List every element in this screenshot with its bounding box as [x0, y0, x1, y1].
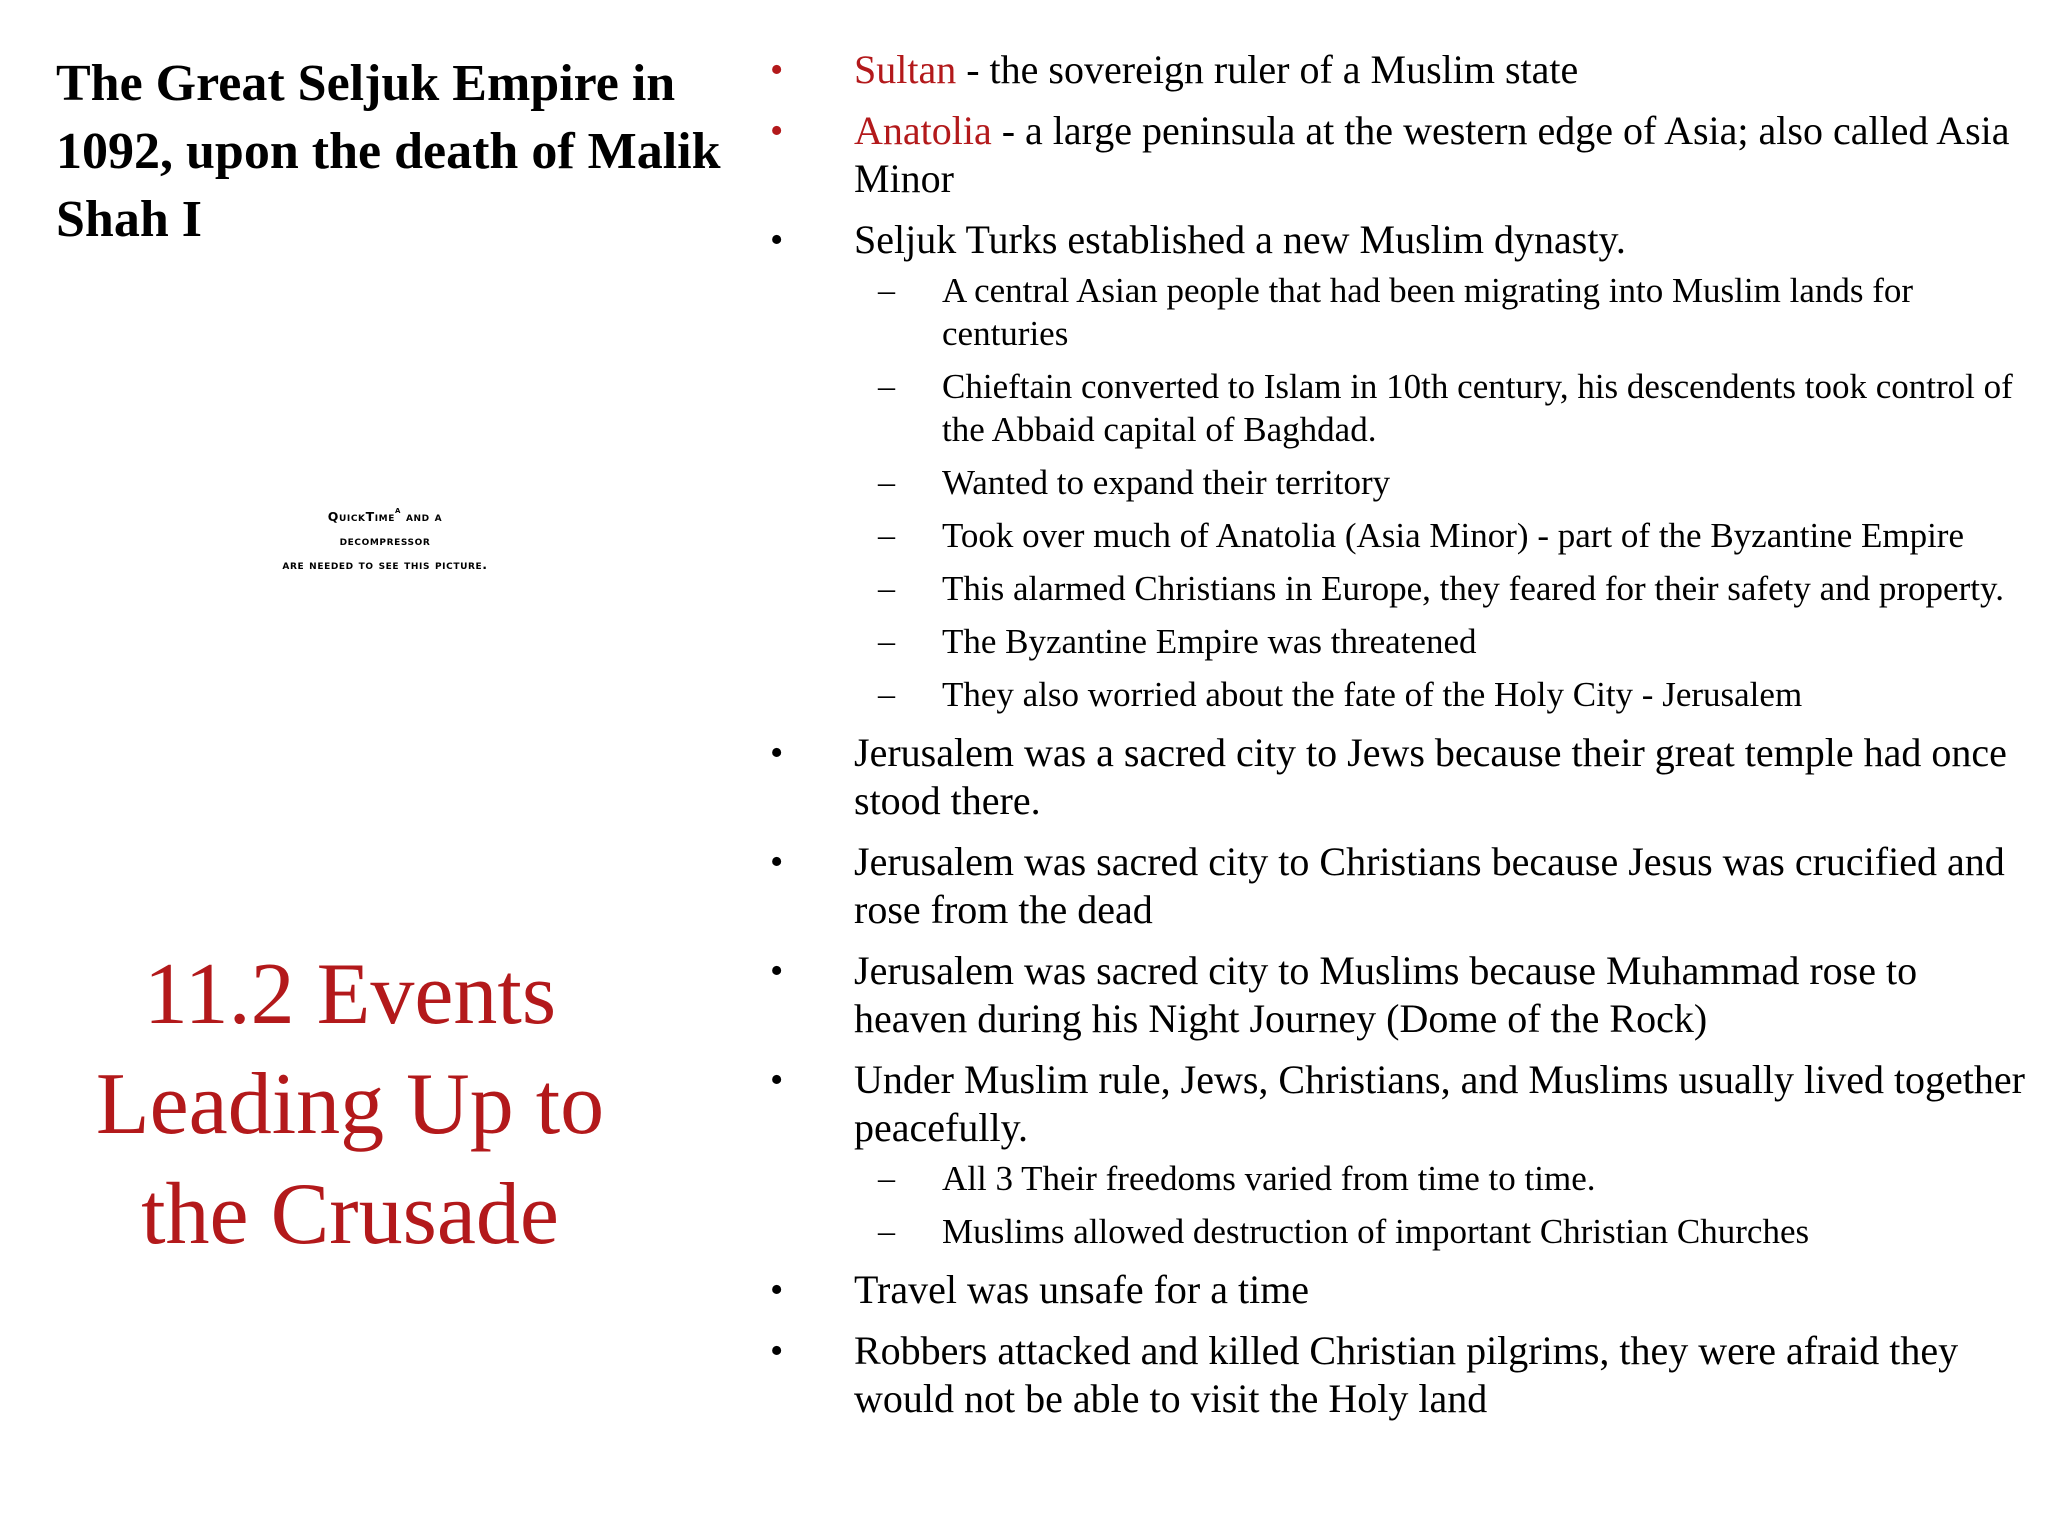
- bullet-item: [760, 1266, 2040, 1314]
- sub-bullet-text: Muslims allowed destruction of important Christian Churches: [942, 1212, 1810, 1251]
- sub-bullet-text: Chieftain converted to Islam in 10th century, his descendents took control of the Abbaid capital of Baghdad.: [942, 367, 2013, 449]
- sub-bullet-text: Wanted to expand their territory: [942, 463, 1391, 502]
- bullet-marker: •: [770, 1269, 784, 1311]
- sub-bullet-item: [760, 461, 2040, 504]
- bullet-text: - the sovereign ruler of a Muslim state: [956, 47, 1579, 92]
- bullet-marker: •: [770, 950, 784, 992]
- section-title: 11.2 Events Leading Up to the Crusade: [95, 946, 605, 1263]
- placeholder-text: are needed to see this picture.: [282, 557, 488, 572]
- dash-marker: –: [878, 1213, 895, 1250]
- sub-bullet-text: Took over much of Anatolia (Asia Minor) - part of the Byzantine Empire: [942, 516, 1964, 555]
- bullet-text: - a large peninsula at the western edge of Asia; also called Asia Minor: [854, 108, 2010, 201]
- dash-marker: –: [878, 272, 895, 309]
- bullet-text: Seljuk Turks established a new Muslim dynasty.: [854, 217, 1626, 262]
- bullet-text: Jerusalem was sacred city to Christians because Jesus was crucified and rose from the dead: [854, 839, 2005, 932]
- bullet-text: Robbers attacked and killed Christian pilgrims, they were afraid they would not be able to visit the Holy land: [854, 1328, 1959, 1421]
- sub-bullet-item: [760, 673, 2040, 716]
- bullet-item: [760, 947, 2040, 1043]
- sub-bullet-text: The Byzantine Empire was threatened: [942, 622, 1477, 661]
- bullet-item: [760, 1327, 2040, 1423]
- vocab-term: Sultan: [854, 47, 957, 92]
- bullet-text: Travel was unsafe for a time: [854, 1267, 1310, 1312]
- placeholder-text: decompressor: [339, 533, 431, 548]
- placeholder-text: QuickTime: [327, 509, 395, 524]
- dash-marker: –: [878, 517, 895, 554]
- dash-marker: –: [878, 570, 895, 607]
- sub-bullet-item: [760, 269, 2040, 355]
- bullet-marker: •: [770, 841, 784, 883]
- vocab-term: Anatolia: [854, 108, 992, 153]
- bullet-item: [760, 107, 2040, 203]
- placeholder-text: and a: [401, 509, 443, 524]
- bullet-marker: •: [770, 49, 784, 91]
- dash-marker: –: [878, 676, 895, 713]
- sub-bullet-text: A central Asian people that had been migrating into Muslim lands for centuries: [942, 271, 1914, 353]
- bullet-list: [760, 46, 2040, 1423]
- bullet-item: [760, 729, 2040, 825]
- dash-marker: –: [878, 623, 895, 660]
- sub-bullet-item: [760, 365, 2040, 451]
- bullet-marker: •: [770, 1059, 784, 1101]
- sub-bullet-item: [760, 1157, 2040, 1200]
- bullet-text: Jerusalem was a sacred city to Jews because their great temple had once stood there.: [854, 730, 2007, 823]
- bullet-text: Under Muslim rule, Jews, Christians, and Muslims usually lived together peacefully.: [854, 1057, 2025, 1150]
- bullet-item: [760, 1056, 2040, 1253]
- sub-bullet-text: They also worried about the fate of the Holy City - Jerusalem: [942, 675, 1803, 714]
- sub-bullet-text: This alarmed Christians in Europe, they feared for their safety and property.: [942, 569, 2004, 608]
- sub-bullet-item: [760, 567, 2040, 610]
- bullet-text: Jerusalem was sacred city to Muslims because Muhammad rose to heaven during his Night Journey (Dome of the Rock): [854, 948, 1918, 1041]
- dash-marker: –: [878, 368, 895, 405]
- sub-bullet-item: [760, 620, 2040, 663]
- sub-bullet-list: [854, 269, 2040, 716]
- dash-marker: –: [878, 1160, 895, 1197]
- sub-bullet-text: All 3 Their freedoms varied from time to time.: [942, 1159, 1596, 1198]
- sub-bullet-item: [760, 1210, 2040, 1253]
- bullet-item: [760, 216, 2040, 716]
- bullet-marker: •: [770, 732, 784, 774]
- sub-bullet-item: [760, 514, 2040, 557]
- quicktime-placeholder: [190, 505, 580, 577]
- bullet-item: [760, 838, 2040, 934]
- dash-marker: –: [878, 464, 895, 501]
- bullet-item: [760, 46, 2040, 94]
- map-title: The Great Seljuk Empire in 1092, upon the death of Malik Shah I: [56, 55, 721, 248]
- sub-bullet-list: [854, 1157, 2040, 1253]
- bullet-marker: •: [770, 110, 784, 152]
- bullet-marker: •: [770, 219, 784, 261]
- placeholder-superscript: a: [394, 505, 402, 516]
- bullet-marker: •: [770, 1330, 784, 1372]
